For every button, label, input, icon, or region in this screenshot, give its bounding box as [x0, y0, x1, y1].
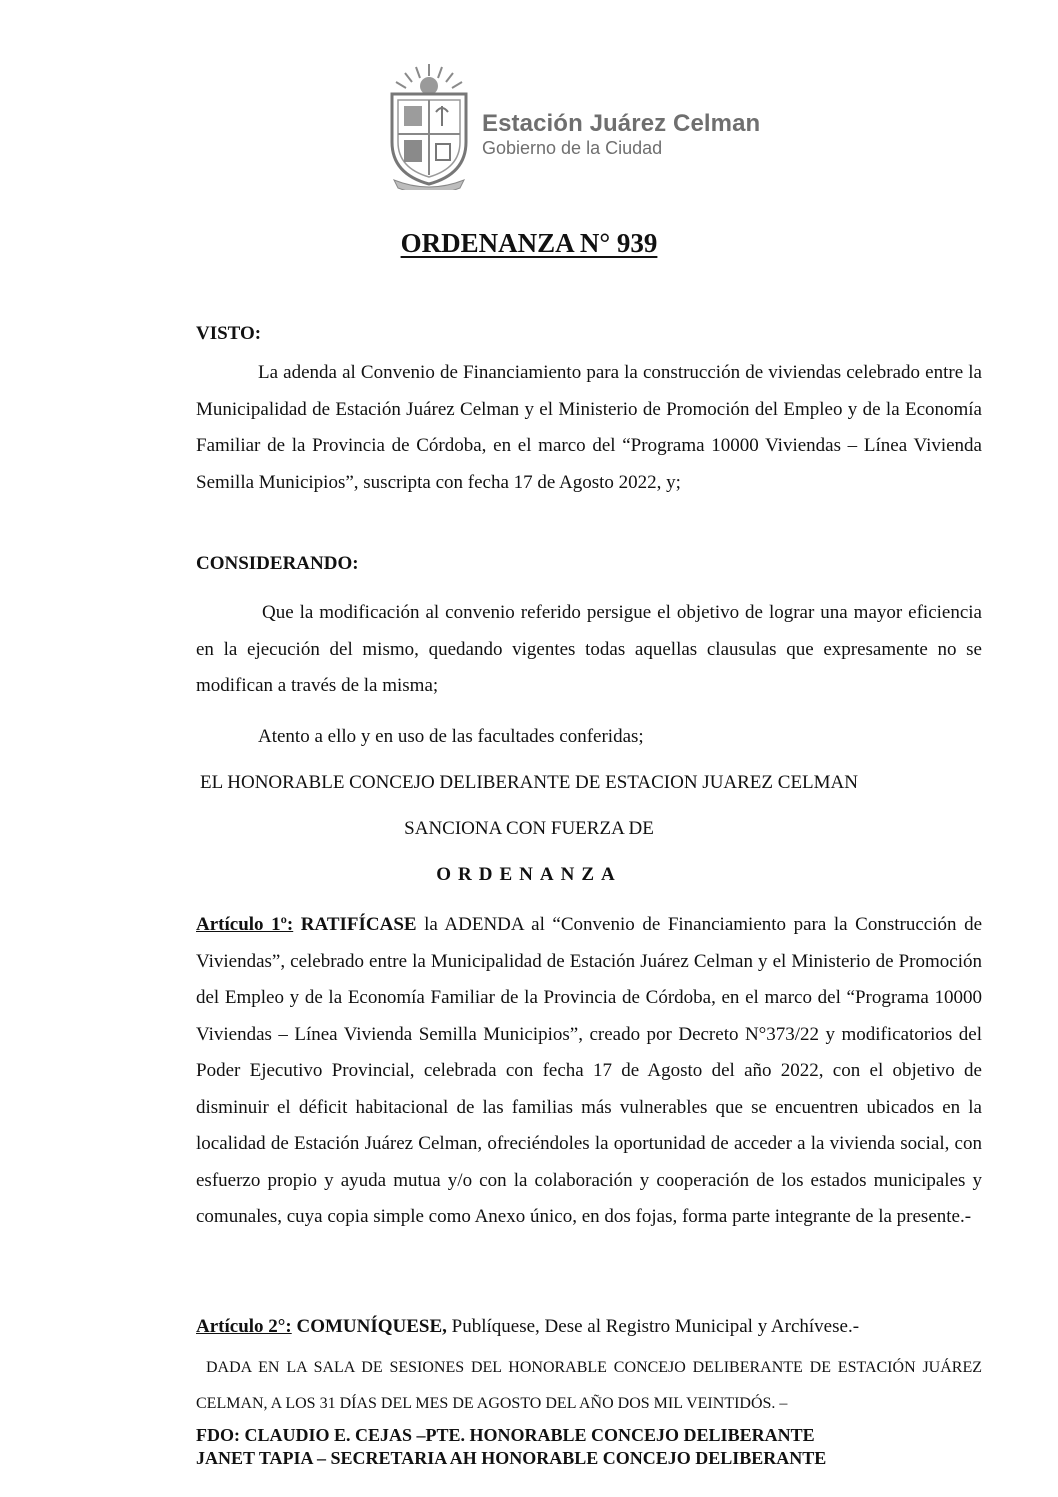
visto-text: La adenda al Convenio de Financiamiento para la construcción de viviendas celebrado entre la Municipalidad de Estación Juárez Celman y el Ministerio de Promoción del Empleo y de la Economía Familiar de la Provincia de Córdoba, en el marco del “Programa 10000 Viviendas – Línea Vivienda Semilla Municipios”, suscripta con fecha 17 de Agosto 2022, y; — [196, 362, 982, 493]
articulo-2-text: Publíquese, Dese al Registro Municipal y Archívese.- — [446, 1316, 860, 1337]
considerando-text: Que la modificación al convenio referido persigue el objetivo de lograr una mayor eficiencia en la ejecución del mismo, quedando vigentes todas aquellas clausulas que expresamente no se modifican a través de la misma; — [196, 602, 982, 696]
city-subtitle: Gobierno de la Ciudad — [482, 138, 663, 158]
enacting-ordenanza: ORDENANZA — [436, 864, 622, 885]
articulo-1 — [196, 907, 982, 1236]
city-name: Estación Juárez Celman — [482, 110, 761, 137]
atento-text: Atento a ello y en uso de las facultades conferidas; — [258, 726, 644, 747]
enacting-sanciona: SANCIONA CON FUERZA DE — [404, 818, 654, 839]
articulo-2-label: Artículo 2°: — [196, 1316, 292, 1337]
ordinance-title: ORDENANZA N° 939 — [400, 228, 658, 258]
articulo-1-text: la ADENDA al “Convenio de Financiamiento para la Construcción de Viviendas”, celebrado entre la Municipalidad de Estación Juárez Celman y el Ministerio de Promoción del Empleo y de la Economía Familiar de la Provincia de Córdoba, en el marco del “Programa 10000 Viviendas – Línea Vivienda Semilla Municipios”, creado por Decreto N°373/22 y modificatorios del Poder Ejecutivo Provincial, celebrada con fecha 17 de Agosto del año 2022, con el objetivo de disminuir el déficit habitacional de las familias más vulnerables que se encuentren ubicados en la localidad de Estación Juárez Celman, ofreciéndoles la oportunidad de acceder a la vivienda social, con esfuerzo propio y ayuda mutua y/o con la colaboración y cooperación de los estados municipales y comunales, cuya copia simple como Anexo único, en dos fojas, forma parte integrante de la presente.- — [196, 914, 982, 1227]
city-seal-icon — [386, 62, 472, 190]
letterhead — [386, 62, 761, 192]
signatures — [196, 1424, 826, 1470]
articulo-2 — [196, 1309, 982, 1346]
articulo-2-keyword: COMUNÍQUESE, — [296, 1316, 447, 1337]
articulo-1-keyword: RATIFÍCASE — [300, 914, 417, 935]
dada-statement: DADA EN LA SALA DE SESIONES DEL HONORABLE CONCEJO DELIBERANTE DE ESTACIÓN JUÁREZ CELMAN, A LOS 31 DÍAS DEL MES DE AGOSTO DEL AÑO DOS MIL VEINTIDÓS. – — [196, 1359, 982, 1412]
visto-heading: VISTO: — [196, 323, 262, 344]
enacting-body: EL HONORABLE CONCEJO DELIBERANTE DE ESTACION JUAREZ CELMAN — [200, 772, 858, 793]
signature-secretary: JANET TAPIA – SECRETARIA AH HONORABLE CONCEJO DELIBERANTE — [196, 1448, 827, 1468]
signature-president: FDO: CLAUDIO E. CEJAS –PTE. HONORABLE CONCEJO DELIBERANTE — [196, 1425, 815, 1445]
articulo-1-label: Artículo 1º: — [196, 914, 294, 935]
considerando-heading: CONSIDERANDO: — [196, 553, 359, 574]
